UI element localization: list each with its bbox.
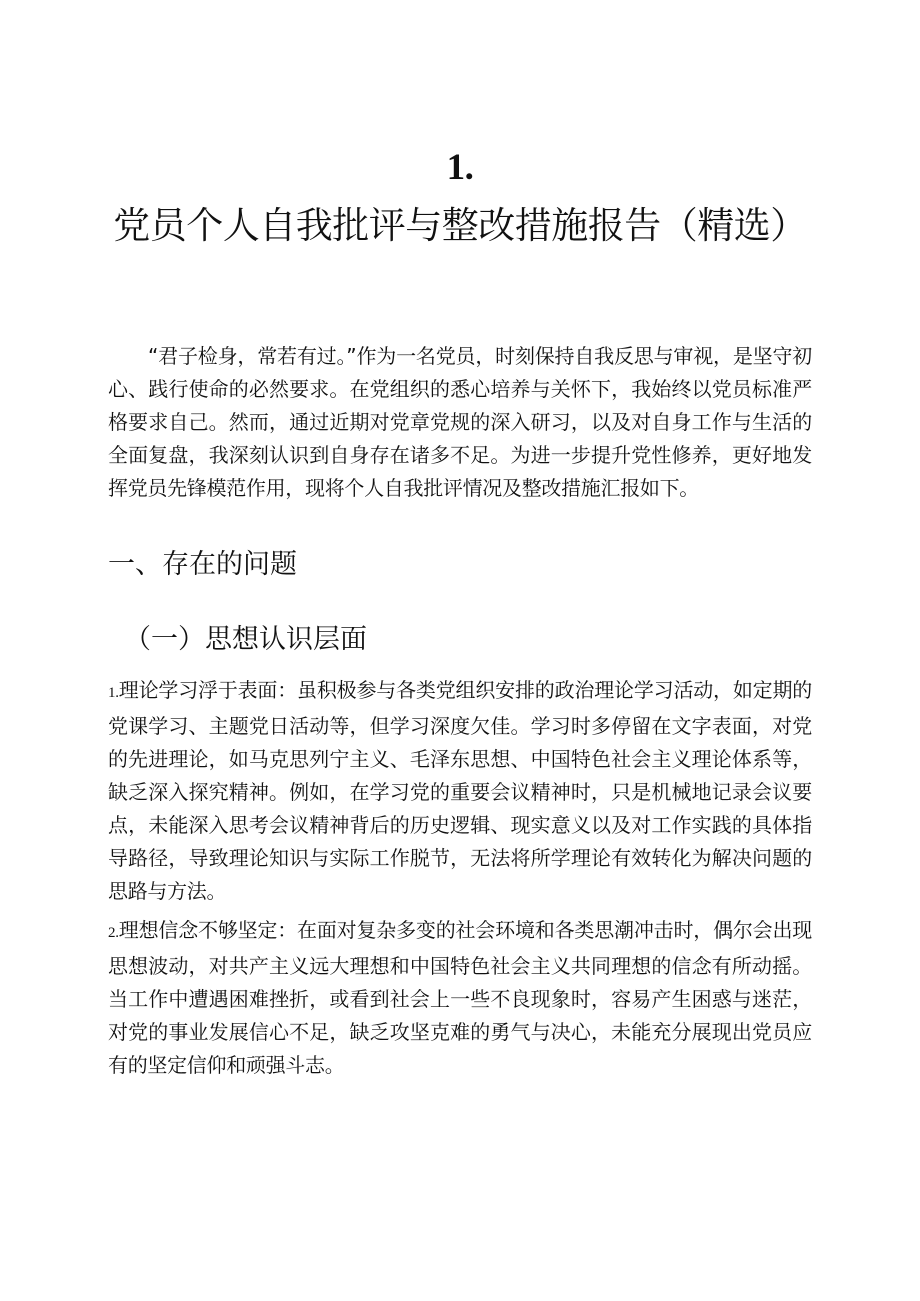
list-item-number: 2.	[108, 925, 119, 941]
list-item-number: 1.	[108, 685, 119, 701]
list-item	[108, 674, 812, 908]
list-item	[108, 914, 812, 1082]
subsection-heading: （一）思想认识层面	[124, 624, 367, 655]
section-heading: 一、存在的问题	[108, 549, 297, 580]
list-item-text: 理想信念不够坚定：在面对复杂多变的社会环境和各类思潮冲击时，偶尔会出现思想波动，对共产主义远大理想和中国特色社会主义共同理想的信念有所动摇。当工作中遭遇困难挫折，或看到社会上一些不良现象时，容易产生困惑与迷茫，对党的事业发展信心不足，缺乏攻坚克难的勇气与决心，未能充分展现出党员应有的坚定信仰和顽强斗志。	[108, 918, 812, 1077]
title-text: 党员个人自我批评与整改措施报告（精选）	[113, 204, 807, 247]
list-item-text: 理论学习浮于表面：虽积极参与各类党组织安排的政治理论学习活动，如定期的党课学习、主题党日活动等，但学习深度欠佳。学习时多停留在文字表面，对党的先进理论，如马克思列宁主义、毛泽东思想、中国特色社会主义理论体系等，缺乏深入探究精神。例如，在学习党的重要会议精神时，只是机械地记录会议要点，未能深入思考会议精神背后的历史逻辑、现实意义以及对工作实践的具体指导路径，导致理论知识与实际工作脱节，无法将所学理论有效转化为解决问题的思路与方法。	[108, 678, 812, 903]
document-title	[108, 138, 812, 255]
intro-paragraph: “君子检身，常若有过。”作为一名党员，时刻保持自我反思与审视，是坚守初心、践行使命的必然要求。在党组织的悉心培养与关怀下，我始终以党员标准严格要求自己。然而，通过近期对党章党规的深入研习，以及对自身工作与生活的全面复盘，我深刻认识到自身存在诸多不足。为进一步提升党性修养，更好地发挥党员先锋模范作用，现将个人自我批评情况及整改措施汇报如下。	[108, 344, 812, 500]
title-number: 1.	[446, 147, 474, 188]
